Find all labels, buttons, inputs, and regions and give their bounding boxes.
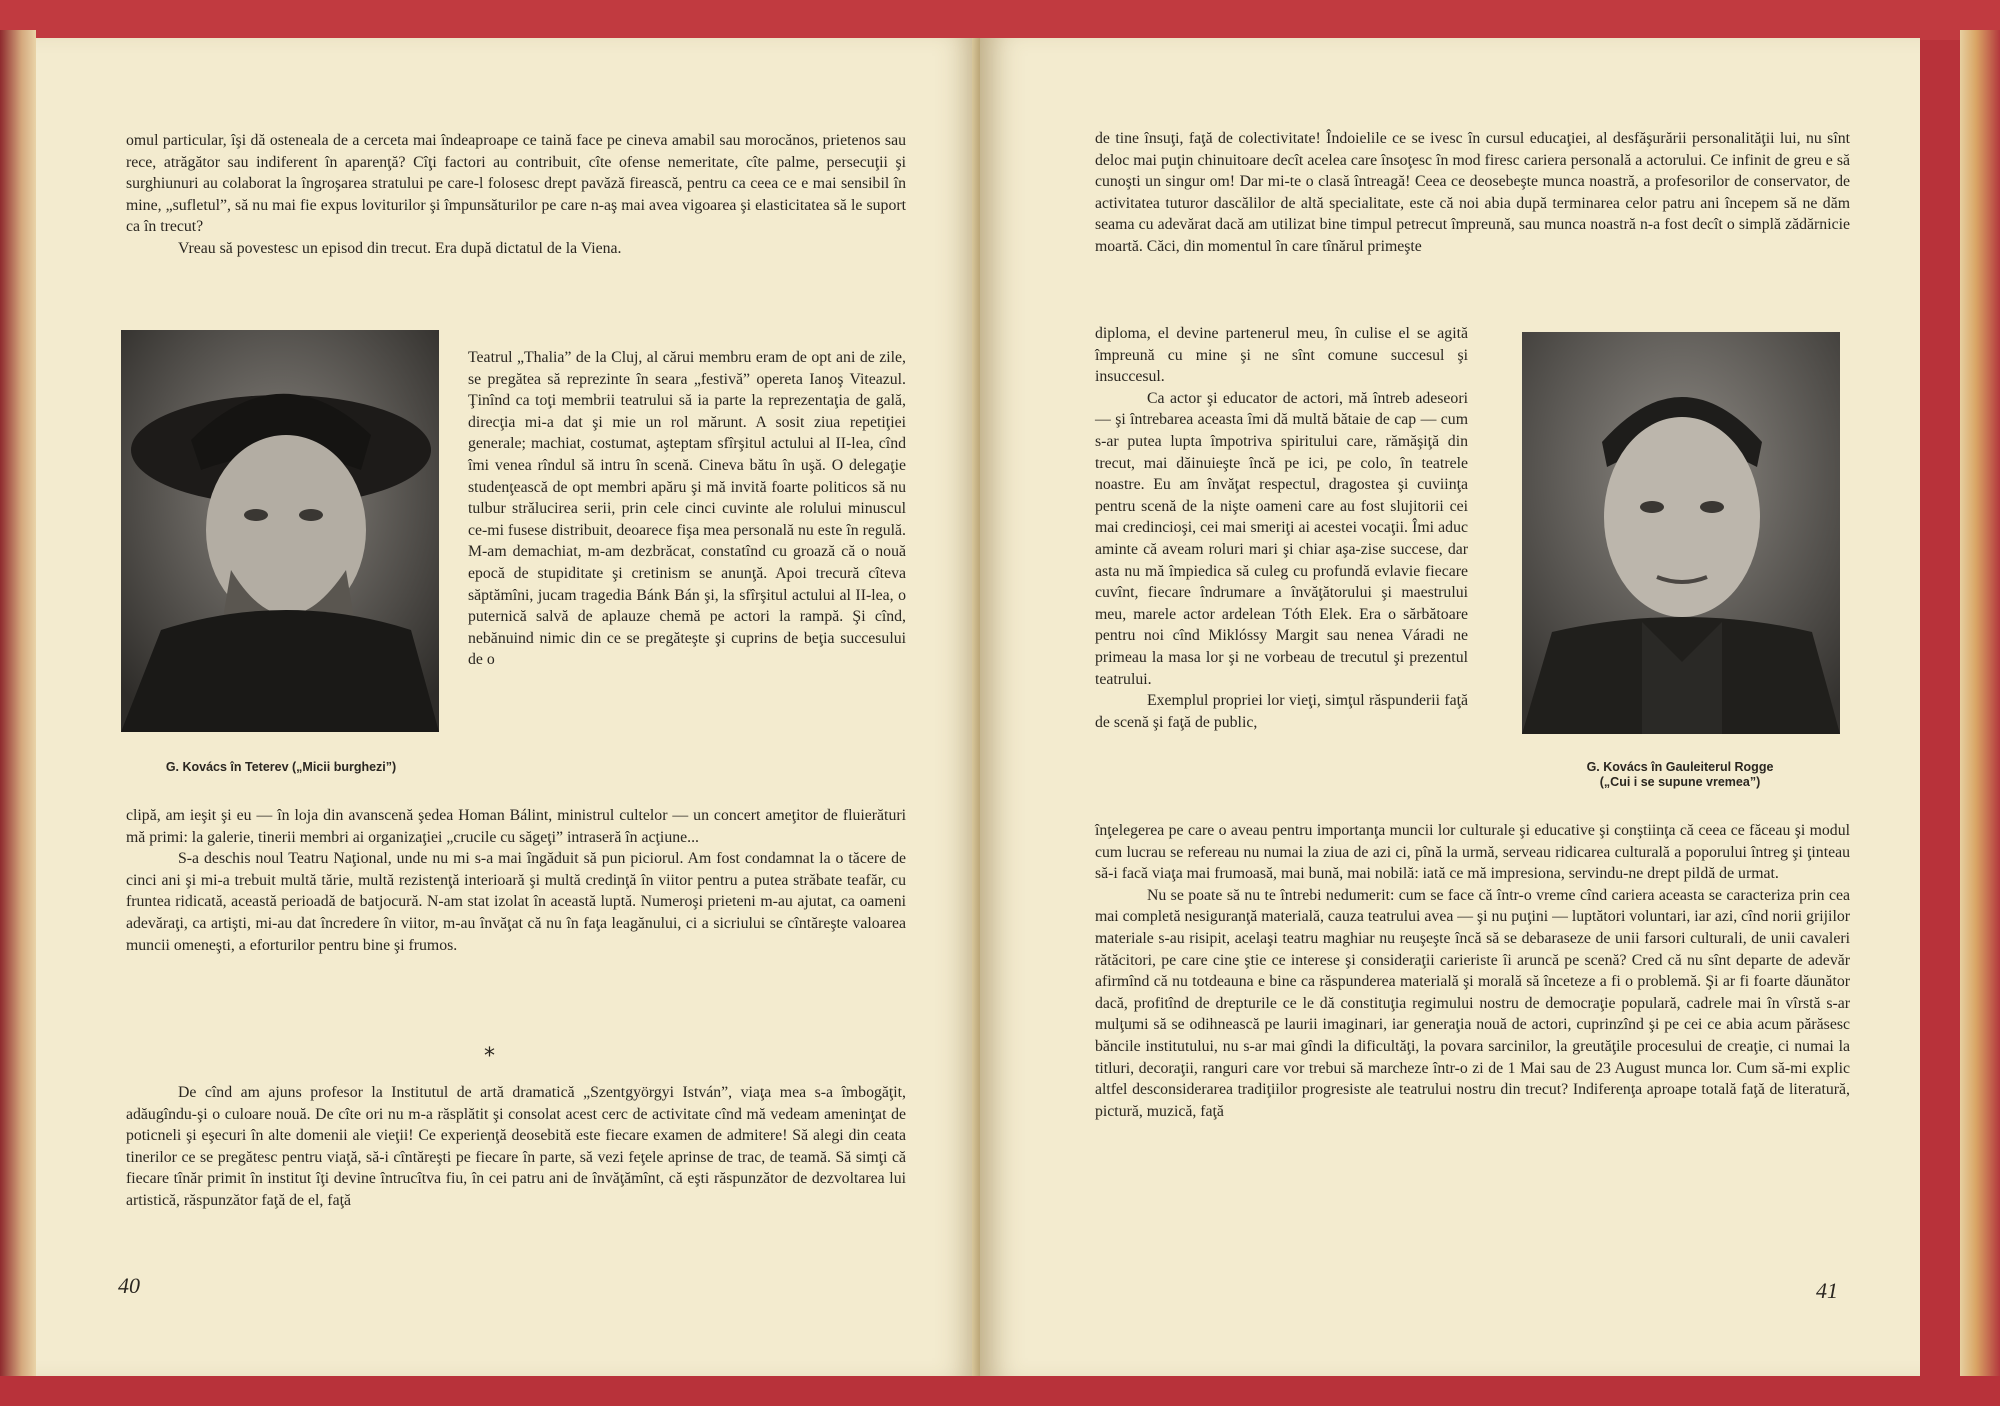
book-cover-bottom	[0, 1376, 2000, 1406]
left-page	[36, 38, 980, 1376]
book-cover-top	[0, 0, 2000, 40]
right-paragraph: Nu se poate să nu te întrebi nedumerit: cum se face că într-o vreme cînd cariera aceasta se caracteriza prin cea mai completă nesiguranţă materială, cauza teatrului avea — şi nu puţini — luptători voluntari, iar azi, cînd norii grijilor materiale s-au risipit, acelaşi teatru maghiar nu reuşeşte încă să se debaraseze de unii farsori culturali, de unii cavaleri rătăcitori, pe care cine ştie ce interese şi consideraţii carieriste îi aruncă pe scenă? Cred că nu sînt departe de adevăr afirmînd că nu totdeauna e bine ca răspunderea materială şi morală să înceteze a fi o problemă. Şi ar fi foarte dăunător dacă, profitînd de drepturile ce le dă constituţia regimului nostru de democraţie populară, cadrele mai în vîrstă s-ar mulţumi să se odihnească pe laurii imaginari, iar generaţia nouă de actori, cuprinzînd şi pe cei ce abia acum părăsesc băncile institutului, nu s-ar mai gîndi la dificultăţi, la povara sarcinilor, la greutăţile procesului de creaţie, ci numai la titluri, decoraţii, ranguri care vor trebui să marcheze într-o zi de 1 Mai sau de 23 August munca lor. Cum să-mi explic altfel desconsiderarea tradiţiilor progresiste ale teatrului nostru din trecut? Indiferenţa aproape totală faţă de literatură, pictură, muzică, faţă	[1095, 886, 1850, 1120]
left-column-paragraph: Teatrul „Thalia” de la Cluj, al cărui membru eram de opt ani de zile, se pregătea să reprezinte în seara „festivă” opereta Ianoş Viteazul. Ţinînd ca toţi membrii teatrului să ia parte la reprezentaţia de gală, direcţia mi-a dat şi mie un rol mărunt. A sosit ziua repetiţiei generale; machiat, costumat, aşteptam sfîrşitul actului al II-lea, cînd îmi venea rîndul să intru în scenă. Cineva bătu în uşă. O delegaţie studenţească de opt membri apăru şi mă invită foarte politicos să nu tulbur strălucirea serii, prin cele cinci cuvinte ale rolului minuscul ce-mi fusese distribuit, deoarece fişa mea personală nu este în regulă. M-am demachiat, m-am dezbrăcat, constatînd cu groază că o nouă epocă de stupiditate şi cretinism se anunţă. Apoi trecură cîteva săptămîni, jucam tragedia Bánk Bán şi, la sfîrşitul actului al II-lea, o puternică salvă de aplauze chemă pe actori la rampă. Şi cînd, nebănuind nimic din ce se pregăteşte şi cuprins de beţia succesului de o	[468, 349, 906, 669]
photo-kovacs-teterev	[121, 330, 439, 732]
right-page	[980, 38, 1920, 1376]
section-separator: *	[484, 1044, 495, 1069]
left-column-text	[468, 347, 906, 671]
right-photo-caption	[1510, 760, 1850, 790]
left-paragraph: Vreau să povestesc un episod din trecut. Era după dictatul de la Viena.	[178, 239, 622, 257]
right-column-text	[1095, 323, 1468, 733]
left-paragraph: S-a deschis noul Teatru Naţional, unde nu mi s-a mai îngăduit să pun piciorul. Am fost condamnat la o tăcere de cinci ani şi mi-a trebuit multă tărie, multă rezistenţă interioară şi multă credinţă în viitor pentru a putea străbate teafăr, cu fruntea ridicată, această perioadă de batjocură. N-am stat izolat în această luptă. Numeroşi prieteni m-au ajutat, ca oameni adevăraţi, ca artişti, mi-au dat încredere în viitor, m-au învăţat că nu în faţa leagănului, ci a sicriului se cîntăreşte valoarea muncii omeneşti, a eforturilor pentru bine şi frumos.	[126, 850, 906, 954]
book-cover-right	[1960, 30, 2000, 1406]
left-paragraph: omul particular, îşi dă osteneala de a cerceta mai îndeaproape ce taină face pe cineva amabil sau morocănos, prietenos sau rece, atrăgător sau indiferent în aparenţă? Cîţi factori au contribuit, cîte ofense nemeritate, cîte palme, persecuţii şi surghiunuri au colaborat la îngroşarea stratului pe care-l folosesc drept pavăză firească, pentru ca ceea ce e mai sensibil în mine, „sufletul”, să nu mai fie expus loviturilor şi împunsăturilor pe care n-aş mai avea vigoarea şi elasticitatea să le suport ca în trecut?	[126, 132, 906, 236]
page-number-right: 41	[1816, 1278, 1838, 1303]
right-column-paragraph: Ca actor şi educator de actori, mă întreb adeseori — şi întrebarea aceasta îmi dă multă bătaie de cap — cum s-ar putea lupta împotriva spiritului care, rămăşiţă din trecut, mai dăinuieşte încă pe ici, pe colo, în teatrele noastre. Eu am învăţat respectul, dragostea şi cuviinţa pentru scenă de la nişte oameni care au fost slujitorii cei mai credincioşi, cei mai smeriţi ai acestei vocaţii. Îmi aduc aminte că aveam roluri mari şi chiar aşa-zise succese, dar asta nu mă împiedica să culeg cu profundă evlavie fiecare cuvînt, fiecare îndrumare a învăţătorului şi maestrului meu, marele actor ardelean Tóth Elek. Era o sărbătoare pentru noi cînd Miklóssy Margit sau nenea Váradi ne primeau la masa lor şi ne vorbeau de trecutul şi prezentul teatrului.	[1095, 389, 1468, 688]
right-caption-line: („Cui i se supune vremea”)	[1599, 775, 1761, 789]
right-paragraph: de tine însuţi, faţă de colectivitate! Îndoielile ce se ivesc în cursul educaţiei, al desfăşurării personalităţii lui, nu sînt deloc mai puţin chinuitoare decît acelea care însoţesc în mod firesc cariera personală a actorului. Ce infinit de greu e să cunoşti un singur om! Dar mi-te o clasă întreagă! Ceea ce deosebeşte munca noastră, a profesorilor de conservator, de activitatea tuturor dascălilor de altă specialitate, este că noi abia după terminarea celor patru ani începem să ne dăm seama cu adevărat dacă am utilizat bine timpul petrecut împreună, sau munca noastră n-a fost decît o simplă zădărnicie moartă. Căci, din momentul în care tînărul primeşte	[1095, 130, 1850, 255]
right-column-paragraph: Exemplul propriei lor vieţi, simţul răspunderii faţă de scenă şi faţă de public,	[1095, 692, 1468, 731]
right-caption-line: G. Kovács în Gauleiterul Rogge	[1586, 760, 1774, 774]
portrait-image	[1522, 332, 1840, 734]
left-paragraph: De cînd am ajuns profesor la Institutul de artă dramatică „Szentgyörgyi István”, viaţa mea s-a îmbogăţit, adăugîndu-şi o culoare nouă. De cîte ori nu m-a răsplătit şi consolat acest cerc de activitate cînd mă vedeam ameninţat de poticneli şi eşecuri în alte domenii ale vieţii! Ce experienţă deosebită este fiecare examen de admitere! Să alegi din ceata tinerilor ce se pregătesc pentru viaţă, să-i cîntăreşti pe fiecare în parte, să vezi feţele aprinse de trac, de teamă. Să simţi că fiecare tînăr primit în institut îţi devine întrucîtva fiu, în cei patru ani de învăţămînt, că eşti răspunzător de dezvoltarea lui artistică, răspunzător faţă de el, faţă	[126, 1084, 906, 1209]
left-photo-caption: G. Kovács în Teterev („Micii burghezi”)	[165, 760, 397, 774]
right-column-paragraph: diploma, el devine partenerul meu, în culise el se agită împreună cu mine şi ne sînt comune succesul şi insuccesul.	[1095, 325, 1468, 386]
left-block-middle	[126, 805, 906, 956]
left-block-top	[126, 130, 906, 260]
book-cover-left	[0, 30, 36, 1406]
left-block-bottom	[126, 1082, 906, 1212]
portrait-image	[121, 330, 439, 732]
right-block-bottom	[1095, 820, 1850, 1122]
left-paragraph: clipă, am ieşit şi eu — în loja din avanscenă şedea Homan Bálint, ministrul cultelor — un concert ameţitor de fluierături mă primi: la galerie, tinerii membri ai organizaţiei „crucile cu săgeţi” intraseră în acţiune...	[126, 807, 906, 846]
right-block-top	[1095, 128, 1850, 258]
page-number-left: 40	[118, 1273, 140, 1298]
right-paragraph: înţelegerea pe care o aveau pentru importanţa muncii lor culturale şi educative şi conştiinţa că ceea ce făceau şi modul cum lucrau se refereau nu numai la ziua de azi ci, pînă la urmă, serveau ridicarea culturală a poporului întreg şi ţinteau să-i facă viaţa mai frumoasă, mai bună, mai nobilă: iată ce mă impresiona, servindu-ne drept pildă de urmat.	[1095, 822, 1850, 883]
photo-kovacs-rogge	[1522, 332, 1840, 734]
